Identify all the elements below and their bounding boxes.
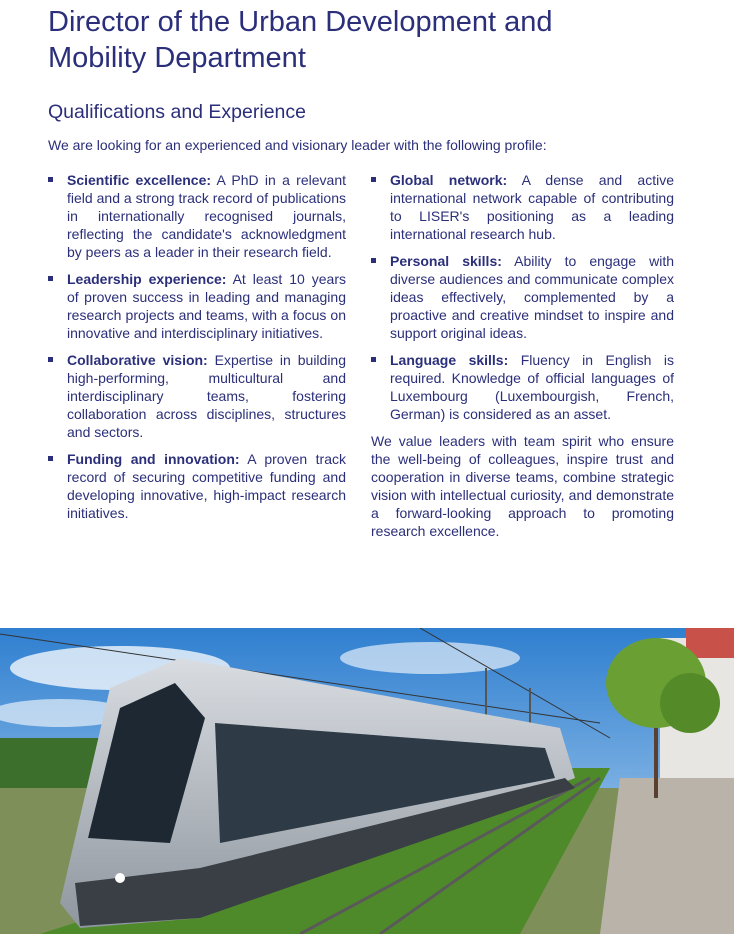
title-line-2: Mobility Department [48,42,306,74]
item-text: A PhD in a relevant field and a strong track record of publications in internationally recognised journals, reflecting the candidate's acknowledgment by peers as a leader in their research field. [67,172,346,260]
list-item [48,270,346,342]
item-heading: Global network: [390,172,508,188]
tram-headlight [115,873,125,883]
item-heading: Leadership experience: [67,271,227,287]
sidewalk [600,778,734,934]
closing-paragraph: We value leaders with team spirit who ensure the well-being of colleagues, inspire trust and cooperation in diverse teams, combine strategic vision with intellectual curiosity, and demonstrate a forward-looking approach to promoting research excellence. [371,433,674,539]
item-text: A dense and active international network capable of contributing to LISER's positioning as a leading international research hub. [390,172,674,242]
bullet-icon [371,177,376,182]
item-text: At least 10 years of proven success in leading and managing research projects and teams, with a focus on innovative and interdisciplinary initiatives. [67,271,346,341]
cloud [340,642,520,674]
item-heading: Funding and innovation: [67,451,240,467]
bullet-icon [371,258,376,263]
item-text: Ability to engage with diverse audiences and communicate complex ideas effectively, complemented by a proactive and creative mindset to inspire and support original ideas. [390,253,674,341]
item-text: A proven track record of securing competitive funding and developing innovative, high-impact research initiatives. [67,451,347,521]
section-subtitle: Qualifications and Experience [48,101,306,123]
item-text: Expertise in building high-performing, multicultural and interdisciplinary teams, fostering collaboration across disciplines, structures and sectors. [67,352,347,440]
item-heading: Scientific excellence: [67,172,212,188]
intro-paragraph: We are looking for an experienced and visionary leader with the following profile: [48,137,547,153]
right-column [371,171,674,540]
bullet-icon [48,177,53,182]
item-heading: Personal skills: [390,253,502,269]
bullet-icon [371,357,376,362]
list-item [48,171,346,261]
left-column [48,171,346,531]
item-heading: Language skills: [390,352,509,368]
tree-crown [660,673,720,733]
page-title [48,4,708,76]
tram-photo [0,628,734,934]
item-text: Fluency in English is required. Knowledge of official languages of Luxembourg (Luxembourgish, French, German) is considered as an asset. [390,352,674,422]
list-item [48,450,346,522]
list-item [48,351,346,441]
list-item [371,351,674,423]
list-item [371,252,674,342]
item-heading: Collaborative vision: [67,352,208,368]
list-item [371,171,674,243]
bullet-icon [48,357,53,362]
title-line-1: Director of the Urban Development and [48,6,553,38]
bullet-icon [48,456,53,461]
bullet-icon [48,276,53,281]
